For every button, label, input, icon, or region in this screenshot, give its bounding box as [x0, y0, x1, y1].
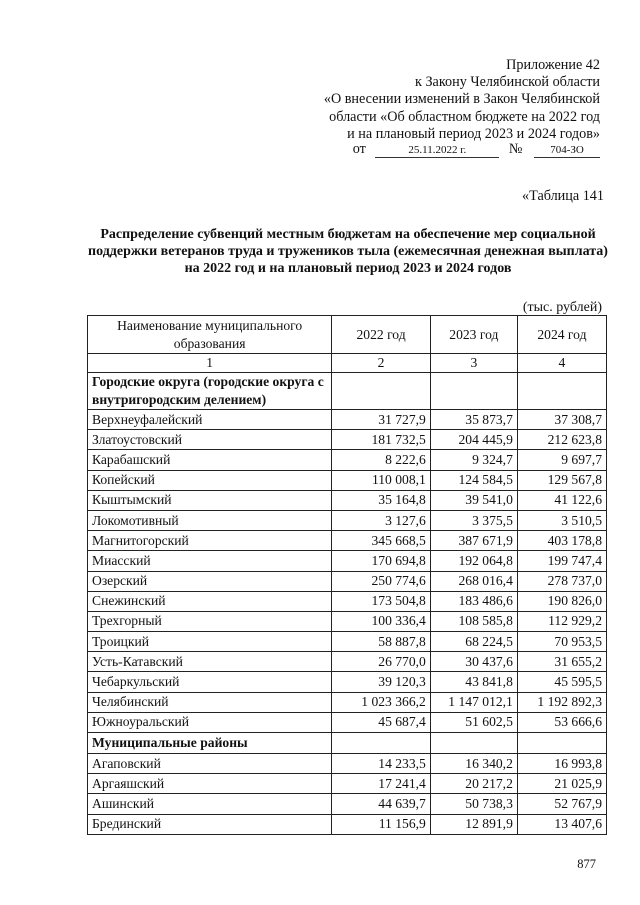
value-2023: 124 584,5: [430, 470, 517, 490]
value-2023: 3 375,5: [430, 510, 517, 530]
section-row-city-districts: [88, 373, 607, 410]
value-2023: 20 217,2: [430, 774, 517, 794]
table-header-row: [88, 316, 607, 354]
value-2023: 1 147 012,1: [430, 692, 517, 712]
value-2024: 21 025,9: [517, 774, 606, 794]
value-2023: 204 445,9: [430, 430, 517, 450]
units-label: (тыс. рублей): [522, 300, 602, 315]
law-date-line: [353, 141, 600, 158]
table-number: «Таблица 141: [522, 188, 604, 204]
value-2022: 39 120,3: [332, 672, 431, 692]
value-2024: 16 993,8: [517, 754, 606, 774]
value-2024: 112 929,2: [517, 611, 606, 631]
municipality-name: Кыштымский: [88, 490, 332, 510]
value-2023: 43 841,8: [430, 672, 517, 692]
value-2024: 199 747,4: [517, 551, 606, 571]
subvention-table: [87, 315, 607, 835]
table-row: [88, 754, 607, 774]
value-2024: 52 767,9: [517, 794, 606, 814]
table-row: [88, 430, 607, 450]
value-2024: 1 192 892,3: [517, 692, 606, 712]
table-row: [88, 490, 607, 510]
table-row: [88, 410, 607, 430]
municipality-name: Магнитогорский: [88, 531, 332, 551]
appendix-line: «О внесении изменений в Закон Челябинской: [323, 91, 600, 108]
header-2024: 2024 год: [517, 316, 606, 354]
value-2022: 181 732,5: [332, 430, 431, 450]
value-2022: 250 774,6: [332, 571, 431, 591]
municipality-name: Троицкий: [88, 632, 332, 652]
value-2022: 44 639,7: [332, 794, 431, 814]
table-row: [88, 652, 607, 672]
section-title: Городские округа (городские округа с внутригородским делением): [88, 373, 332, 410]
value-2022: 3 127,6: [332, 510, 431, 530]
value-2022: 11 156,9: [332, 814, 431, 834]
column-number: 2: [332, 354, 431, 373]
municipality-name: Миасский: [88, 551, 332, 571]
value-2022: 110 008,1: [332, 470, 431, 490]
value-2022: 35 164,8: [332, 490, 431, 510]
value-2022: 45 687,4: [332, 712, 431, 732]
value-2023: 35 873,7: [430, 410, 517, 430]
value-2023: 51 602,5: [430, 712, 517, 732]
table-row: [88, 632, 607, 652]
value-2022: 14 233,5: [332, 754, 431, 774]
value-2022: 170 694,8: [332, 551, 431, 571]
header-municipality: Наименование муниципального образования: [88, 316, 332, 354]
table-row: [88, 551, 607, 571]
value-2024: 190 826,0: [517, 591, 606, 611]
header-2022: 2022 год: [332, 316, 431, 354]
value-2024: 41 122,6: [517, 490, 606, 510]
value-2024: 37 308,7: [517, 410, 606, 430]
value-2023: 9 324,7: [430, 450, 517, 470]
value-2022: 173 504,8: [332, 591, 431, 611]
value-2024: 403 178,8: [517, 531, 606, 551]
value-2024: 45 595,5: [517, 672, 606, 692]
table-row: [88, 774, 607, 794]
value-2022: 8 222,6: [332, 450, 431, 470]
value-2023: 268 016,4: [430, 571, 517, 591]
value-2023: 192 064,8: [430, 551, 517, 571]
value-2024: 278 737,0: [517, 571, 606, 591]
value-2022: 31 727,9: [332, 410, 431, 430]
table-row: [88, 450, 607, 470]
value-2023: 39 541,0: [430, 490, 517, 510]
column-number: 1: [88, 354, 332, 373]
municipality-name: Снежинский: [88, 591, 332, 611]
value-2022: 100 336,4: [332, 611, 431, 631]
value-2024: 129 567,8: [517, 470, 606, 490]
municipality-name: Локомотивный: [88, 510, 332, 530]
value-2024: 53 666,6: [517, 712, 606, 732]
municipality-name: Озерский: [88, 571, 332, 591]
value-2023: 183 486,6: [430, 591, 517, 611]
municipality-name: Чебаркульский: [88, 672, 332, 692]
value-2022: 345 668,5: [332, 531, 431, 551]
value-2023: 16 340,2: [430, 754, 517, 774]
table-row: [88, 794, 607, 814]
table-row: [88, 611, 607, 631]
table-row: [88, 510, 607, 530]
municipality-name: Трехгорный: [88, 611, 332, 631]
value-2024: 9 697,7: [517, 450, 606, 470]
law-number: 704-ЗО: [534, 144, 600, 158]
value-2023: 68 224,5: [430, 632, 517, 652]
appendix-header: [280, 57, 600, 143]
number-label: №: [508, 141, 523, 157]
table-row: [88, 672, 607, 692]
municipality-name: Аргаяшский: [88, 774, 332, 794]
document-title: Распределение субвенций местным бюджетам на обеспечение мер социальной поддержки ветеранов труда и тружеников тыла (ежемесячная денежная выплата) на 2022 год и на плановый период 2023 и 2024 годов: [88, 227, 608, 276]
table-row: [88, 470, 607, 490]
value-2023: 387 671,9: [430, 531, 517, 551]
appendix-line: Приложение 42: [506, 57, 600, 73]
municipality-name: Ашинский: [88, 794, 332, 814]
municipality-name: Верхнеуфалейский: [88, 410, 332, 430]
municipality-name: Брединский: [88, 814, 332, 834]
section-row-municipal-districts: [88, 733, 607, 754]
municipality-name: Карабашский: [88, 450, 332, 470]
from-label: от: [352, 141, 366, 157]
value-2022: 58 887,8: [332, 632, 431, 652]
appendix-line: к Закону Челябинской области: [415, 74, 600, 91]
value-2022: 17 241,4: [332, 774, 431, 794]
section-title: Муниципальные районы: [88, 733, 332, 754]
value-2024: 212 623,8: [517, 430, 606, 450]
value-2024: 3 510,5: [517, 510, 606, 530]
municipality-name: Челябинский: [88, 692, 332, 712]
municipality-name: Копейский: [88, 470, 332, 490]
value-2023: 108 585,8: [430, 611, 517, 631]
municipality-name: Южноуральский: [88, 712, 332, 732]
appendix-line: области «Об областном бюджете на 2022 год: [329, 108, 600, 125]
header-2023: 2023 год: [430, 316, 517, 354]
value-2022: 1 023 366,2: [332, 692, 431, 712]
value-2023: 30 437,6: [430, 652, 517, 672]
column-number-row: [88, 354, 607, 373]
law-date: 25.11.2022 г.: [375, 144, 499, 158]
value-2024: 31 655,2: [517, 652, 606, 672]
value-2024: 70 953,5: [517, 632, 606, 652]
column-number: 4: [517, 354, 606, 373]
value-2023: 12 891,9: [430, 814, 517, 834]
table-row: [88, 591, 607, 611]
column-number: 3: [430, 354, 517, 373]
table-row: [88, 814, 607, 834]
value-2024: 13 407,6: [517, 814, 606, 834]
municipality-name: Агаповский: [88, 754, 332, 774]
table-row: [88, 531, 607, 551]
municipality-name: Златоустовский: [88, 430, 332, 450]
page-number: 877: [577, 857, 596, 871]
value-2022: 26 770,0: [332, 652, 431, 672]
table-row: [88, 692, 607, 712]
table-row: [88, 571, 607, 591]
table-row: [88, 712, 607, 732]
appendix-line: и на плановый период 2023 и 2024 годов»: [347, 125, 600, 142]
municipality-name: Усть-Катавский: [88, 652, 332, 672]
value-2023: 50 738,3: [430, 794, 517, 814]
